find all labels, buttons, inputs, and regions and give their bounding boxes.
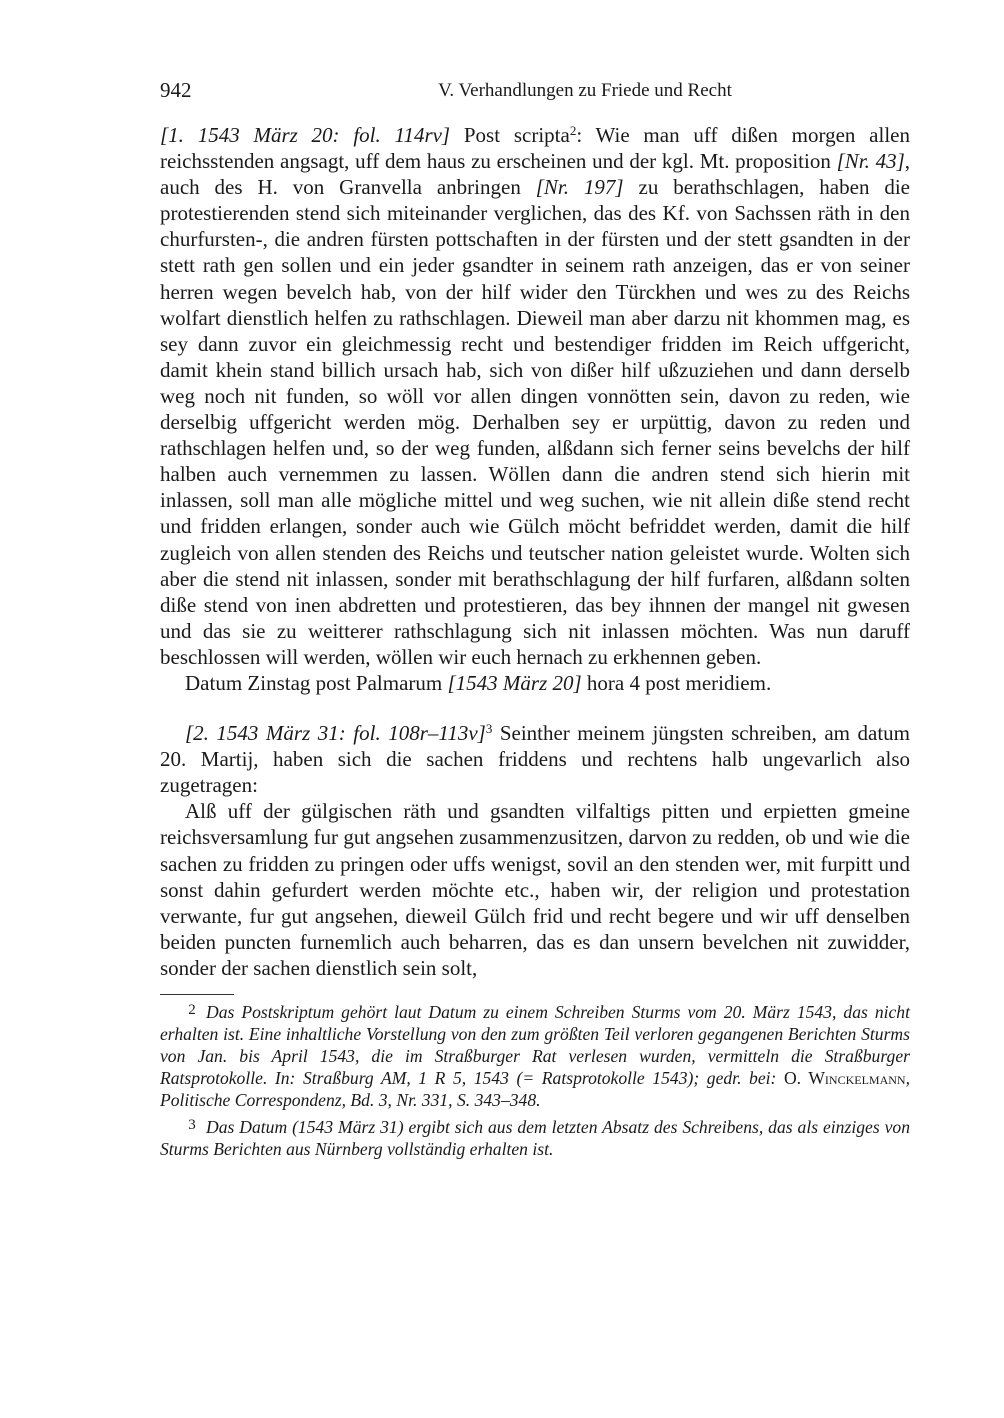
footnotes — [160, 999, 910, 1160]
footnote-number: 3 — [188, 1117, 196, 1133]
footnote-number: 2 — [188, 1002, 196, 1018]
folio-reference: [2. 1543 März 31: fol. 108r–113v] — [185, 721, 486, 746]
footnote-rule — [160, 994, 234, 995]
paragraph-letter-opening: [2. 1543 März 31: fol. 108r–113v]$^3$ Seinther meinem jüngsten schreiben, am datum 20. Martij, haben sich die sachen friddens und rechtens halb ungevarlich also zugetragen: — [160, 721, 910, 798]
date-reference: [1543 März 20] — [447, 670, 582, 695]
cross-reference: [Nr. 197] — [535, 175, 624, 200]
section-gap — [160, 696, 910, 720]
footnote-marker: 2 — [569, 123, 577, 138]
paragraph-date: Datum Zinstag post Palmarum [1543 März 20] hora 4 post meridiem. — [185, 670, 772, 695]
main-text — [160, 122, 910, 981]
paragraph-letter-body: Alß uff der gülgischen räth und gsandten vilfaltigs pitten und erpietten gmeine reichsversamlung fur gut angsehen zusammenzusitzen, darvon zu redden, ob und wie die sachen zu fridden zu pringen oder uffs wenigst, sovil an den stenden wer, mit furpitt und sonst dahin gefurdert werden möchte etc., haben wir, der religion und protestation verwante, fur gut angsehen, dieweil Gülch frid und recht begere und wir uff denselben beiden puncten furnemlich auch beharren, das es dan unsern bevelchen nit zuwidder, sonder der sachen dienstlich sein solt, — [160, 799, 910, 980]
running-title: V. Verhandlungen zu Friede und Recht — [438, 80, 732, 101]
folio-reference: [1. 1543 März 20: fol. 114rv] — [160, 123, 451, 147]
footnote-marker: 3 — [485, 721, 493, 737]
page-number: 942 — [160, 78, 192, 102]
footnote-3: 3 Das Datum (1543 März 31) ergibt sich aus dem letzten Absatz des Schreibens, das als einziges von Sturms Berichten aus Nürnberg vollständig erhalten ist. — [160, 1114, 910, 1160]
running-header — [160, 78, 910, 108]
footnote-2: 2 Das Postskriptum gehört laut Datum zu einem Schreiben Sturms vom 20. März 1543, das nicht erhalten ist. Eine inhaltliche Vorstellung von den zum größten Teil verloren gegangenen Berichten Sturms von Jan. bis April 1543, die im Straßburger Rat verlesen wurden, vermitteln die Straßburger Ratsprotokolle. In: Straßburg AM, 1 R 5, 1543 (= Ratsprotokolle 1543); gedr. bei: O. Winckelmann, Politische Correspondenz, Bd. 3, Nr. 331, S. 343–348. — [160, 999, 910, 1111]
cross-reference: [Nr. 43] — [836, 149, 905, 174]
paragraph-postscript: [1. 1543 März 20: fol. 114rv] Post scripta$^2$: Wie man uff dißen morgen allen reichsstenden angsagt, uff dem haus zu erscheinen und der kgl. Mt. proposition [Nr. 43], auch des H. von Granvella anbringen [Nr. 197] zu berathschlagen, haben die protestierenden stend sich miteinander verglichen, das des Kf. von Sachssen räth in den churfursten-, die andren fürsten pottschaften in der fürsten und der stett gsandten in der stett rath gen sollen und ein jeder gsandter in seinem rath anzeigen, das er von seiner herren wegen bevelch hab, von der hilf wider den Türckhen und wes zu des Reichs wolfart dienstlich helfen zu rathschlagen. Dieweil man aber darzu nit khommen mag, es sey dann zuvor ein gleichmessig recht und bestendiger fridden im Reich uffgericht, damit khein stand billich ursach hab, sich von dißer hilf ußzuziehen und dann derselb weg noch nit funden, so wöll vor allen dingen vonnötten sein, davon zu reden, wie derselbig uffgericht werden mög. Derhalben sey er urpüttig, davon zu reden und rathschlagen helfen und, so der weg funden, alßdann sich ferner seins bevelchs der hilf halben auch vernemmen zu lassen. Wöllen dann die andren stend sich hierin mit inlassen, soll man alle mögliche mittel und weg suchen, wie nit allein diße stend recht und fridden erlangen, sonder auch wie Gülch möcht befriddet werden, damit die hilf zugleich von allen stenden des Reichs und teutscher nation geleistet wurde. Wolten sich aber die stend nit inlassen, sonder mit berathschlagung der hilf furfaren, alßdann solten diße stend von inen abdretten und protestieren, das bey ihnnen der mangel nit gwesen und das sie zu weitterer rathschlagung sich nit inlassen möchten. Was nun daruff beschlossen will werden, wöllen wir euch hernach zu erkhennen geben. — [160, 123, 911, 669]
author-name: O. Winckelmann — [783, 1068, 906, 1088]
page — [160, 78, 910, 1163]
